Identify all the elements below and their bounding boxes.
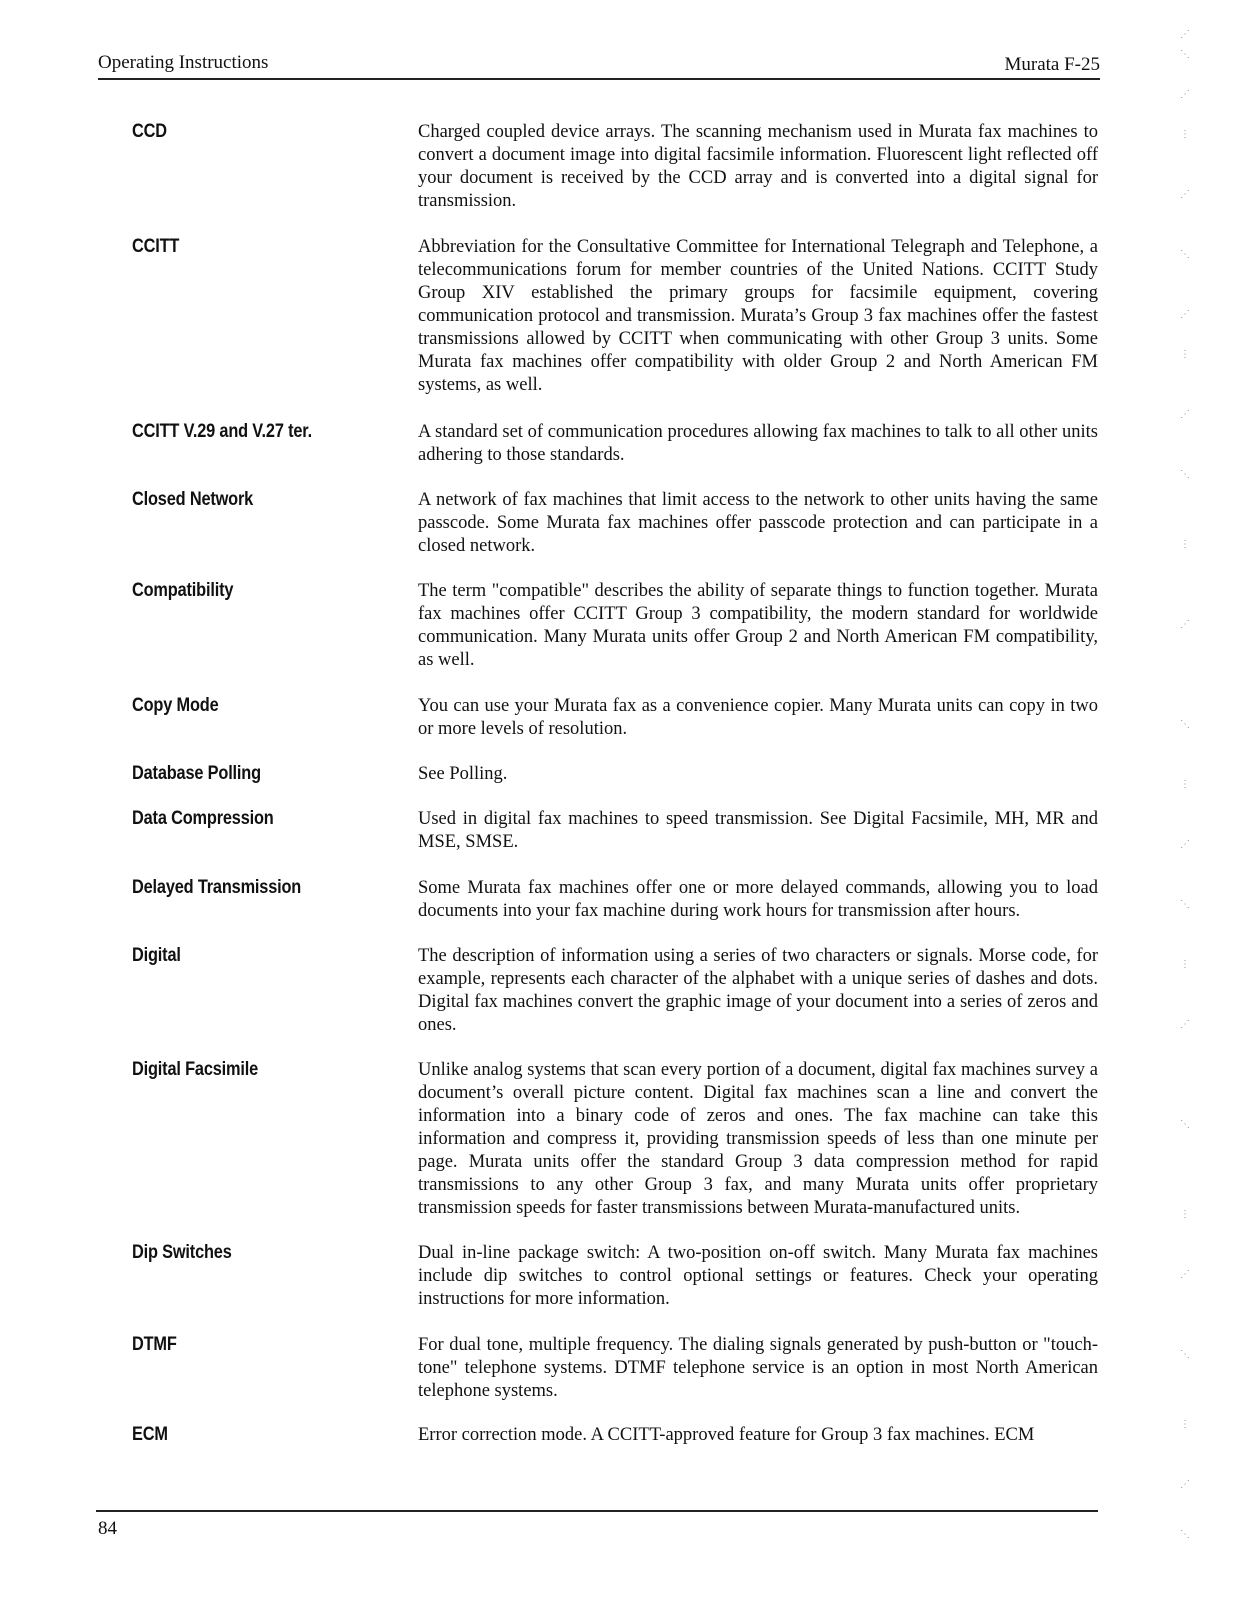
glossary-term: Digital Facsimile xyxy=(132,1059,259,1080)
glossary-definition: The term "compatible" describes the ability of separate things to function together. Murata fax machines offer CCITT Group 3 compatibility, the modern standard for worldwide communication. Many Murata units offer Group 2 and North American FM compatibility, as well. xyxy=(418,581,1098,670)
glossary-definition: A network of fax machines that limit access to the network to other units having the same passcode. Some Murata fax machines offer passcode protection and can participate in a closed network. xyxy=(418,490,1098,556)
glossary-term: Copy Mode xyxy=(132,695,219,716)
glossary-definition: Unlike analog systems that scan every portion of a document, digital fax machines survey a document’s overall picture content. Digital fax machines scan a line and convert the information into a binary code of zeros and ones. The fax machine can take this information and compress it, providing transmission speeds of less than one minute per page. Murata units offer the standard Group 3 data compression method for rapid transmissions to any other Group 3 fax, and many Murata units offer proprietary transmission speeds for faster transmissions between Murata-manufactured units. xyxy=(418,1060,1098,1218)
glossary-term: DTMF xyxy=(132,1334,177,1355)
header-title: Operating Instructions xyxy=(98,52,269,73)
glossary-definition: Used in digital fax machines to speed transmission. See Digital Facsimile, MH, MR and MSE, SMSE. xyxy=(418,809,1098,852)
glossary-term: Compatibility xyxy=(132,580,234,601)
glossary-term: CCITT V.29 and V.27 ter. xyxy=(132,421,312,442)
glossary-definition: For dual tone, multiple frequency. The dialing signals generated by push-button or "touch-tone" telephone systems. DTMF telephone service is an option in most North American telephone systems. xyxy=(418,1335,1098,1401)
glossary-definition: You can use your Murata fax as a convenience copier. Many Murata units can copy in two or more levels of resolution. xyxy=(418,696,1098,739)
glossary-term: CCITT xyxy=(132,236,180,257)
glossary-term: ECM xyxy=(132,1424,168,1445)
glossary-definition: Abbreviation for the Consultative Committee for International Telegraph and Telephone, a telecommunications forum for member countries of the United Nations. CCITT Study Group XIV established the primary groups for facsimile equipment, covering communication protocol and transmission. Murata’s Group 3 fax machines offer the fastest transmissions allowed by CCITT when communicating with other Group 3 units. Some Murata fax machines offer compatibility with older Group 2 and North American FM systems, as well. xyxy=(418,237,1098,395)
glossary-term: Delayed Transmission xyxy=(132,877,302,898)
glossary-term: Digital xyxy=(132,945,181,966)
glossary-term: Data Compression xyxy=(132,808,274,829)
glossary-definition: Error correction mode. A CCITT-approved feature for Group 3 fax machines. ECM xyxy=(418,1425,1035,1445)
binding-edge-marks: ⋰ ⋱ ⋰ ⋮ ⋰ ⋱ ⋰ ⋮ ⋰ ⋱ ⋮ ⋰ ⋱ ⋮ ⋰ ⋱ ⋮ ⋰ ⋱ ⋮ ⋰ ⋱ ⋮ ⋰ ⋱ xyxy=(1180,29,1190,1540)
page-number: 84 xyxy=(98,1518,117,1539)
glossary-term: Database Polling xyxy=(132,763,261,784)
glossary-definition: The description of information using a series of two characters or signals. Morse code, for example, represents each character of the alphabet with a unique series of dashes and dots. Digital fax machines convert the graphic image of your document into a series of zeros and ones. xyxy=(418,946,1098,1035)
glossary-definition: Charged coupled device arrays. The scanning mechanism used in Murata fax machines to convert a document image into digital facsimile information. Fluorescent light reflected off your document is received by the CCD array and is converted into a digital signal for transmission. xyxy=(418,122,1098,211)
glossary-term: CCD xyxy=(132,121,167,142)
header-model: Murata F-25 xyxy=(1004,54,1100,75)
glossary-definition: A standard set of communication procedures allowing fax machines to talk to all other units adhering to those standards. xyxy=(418,422,1098,465)
glossary-term: Closed Network xyxy=(132,489,254,510)
glossary-term: Dip Switches xyxy=(132,1242,232,1263)
glossary-definition: Dual in-line package switch: A two-position on-off switch. Many Murata fax machines include dip switches to control optional settings or features. Check your operating instructions for more information. xyxy=(418,1243,1098,1309)
glossary-definition: Some Murata fax machines offer one or more delayed commands, allowing you to load documents into your fax machine during work hours for transmission after hours. xyxy=(418,878,1098,921)
footer-rule xyxy=(96,1510,1098,1512)
glossary-definition: See Polling. xyxy=(418,764,508,784)
